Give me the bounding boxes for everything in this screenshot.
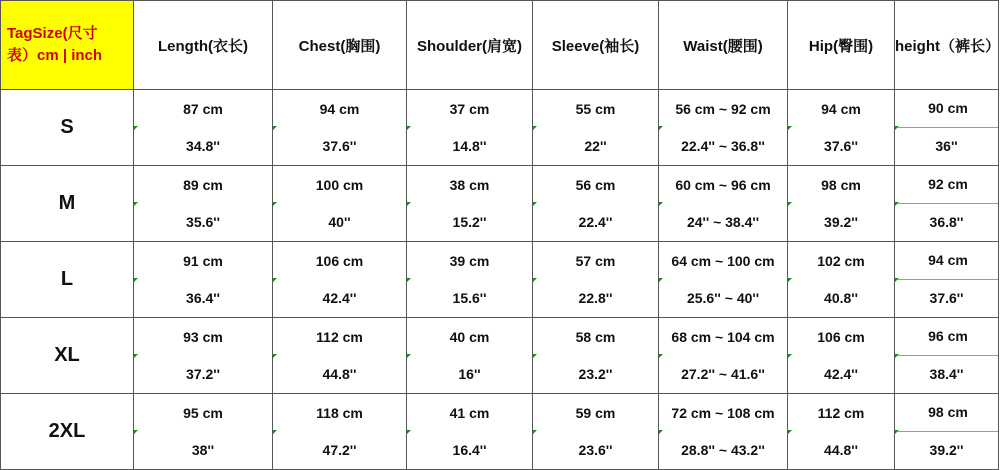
cell-chest xyxy=(273,242,407,318)
value-cm: 93 cm xyxy=(183,328,223,345)
value-cm: 96 cm xyxy=(898,318,998,356)
cell-shoulder xyxy=(407,242,533,318)
value-inch: 44.8'' xyxy=(322,365,357,382)
cell-corner-marker xyxy=(895,278,899,282)
table-row xyxy=(1,242,999,318)
value-inch: 22'' xyxy=(584,137,607,154)
cell-corner-marker xyxy=(659,354,663,358)
cell-sleeve xyxy=(533,242,659,318)
cell-corner-marker xyxy=(788,126,792,130)
cell-corner-marker xyxy=(895,202,899,206)
value-inch: 22.8'' xyxy=(578,289,613,306)
table-row xyxy=(1,318,999,394)
value-cm: 55 cm xyxy=(575,100,616,117)
value-cm: 98 cm xyxy=(821,176,861,193)
cell-waist xyxy=(659,242,788,318)
cell-corner-marker xyxy=(659,126,663,130)
cell-corner-marker xyxy=(134,354,138,358)
value-inch: 40'' xyxy=(328,213,351,230)
column-header-height: height（裤长） xyxy=(895,1,999,90)
value-inch: 14.8'' xyxy=(452,137,487,154)
value-cm: 58 cm xyxy=(575,328,616,345)
value-cm: 87 cm xyxy=(183,100,223,117)
value-inch: 47.2'' xyxy=(322,441,357,458)
cell-length xyxy=(134,242,273,318)
cell-corner-marker xyxy=(134,430,138,434)
value-inch: 38.4'' xyxy=(929,366,964,382)
value-cm: 94 cm xyxy=(319,100,360,117)
cell-length xyxy=(134,90,273,166)
cell-corner-marker xyxy=(273,202,277,206)
cell-corner-marker xyxy=(533,354,537,358)
value-cm: 56 cm ~ 92 cm xyxy=(675,100,771,117)
cell-corner-marker xyxy=(407,278,411,282)
cell-corner-marker xyxy=(788,354,792,358)
cell-shoulder xyxy=(407,166,533,242)
tag-size-line-1: TagSize(尺寸 xyxy=(7,25,98,42)
size-label: 2XL xyxy=(1,394,134,470)
value-cm: 100 cm xyxy=(315,176,364,193)
value-cm: 37 cm xyxy=(449,100,490,117)
cell-hip xyxy=(788,166,895,242)
cell-sleeve xyxy=(533,166,659,242)
value-inch: 36'' xyxy=(935,138,958,154)
value-cm: 92 cm xyxy=(898,166,998,204)
cell-sleeve xyxy=(533,394,659,470)
column-header-shoulder: Shoulder(肩宽) xyxy=(407,1,533,90)
value-cm: 98 cm xyxy=(898,394,998,432)
header-row xyxy=(1,1,999,90)
size-label: L xyxy=(1,242,134,318)
value-inch: 28.8'' ~ 43.2'' xyxy=(681,441,765,458)
value-cm: 102 cm xyxy=(817,252,865,269)
cell-hip xyxy=(788,318,895,394)
value-inch: 16.4'' xyxy=(452,441,487,458)
cell-corner-marker xyxy=(533,202,537,206)
table-row xyxy=(1,166,999,242)
value-cm: 39 cm xyxy=(449,252,490,269)
cell-hip xyxy=(788,394,895,470)
value-cm: 59 cm xyxy=(575,404,616,421)
value-cm: 72 cm ~ 108 cm xyxy=(671,404,775,421)
cell-corner-marker xyxy=(533,278,537,282)
value-inch: 15.6'' xyxy=(452,289,487,306)
value-inch: 34.8'' xyxy=(186,137,220,154)
cell-corner-marker xyxy=(407,126,411,130)
value-inch: 39.2'' xyxy=(929,442,964,458)
cell-shoulder xyxy=(407,394,533,470)
value-cm: 118 cm xyxy=(316,404,363,421)
value-inch: 24'' ~ 38.4'' xyxy=(686,213,760,230)
value-cm: 38 cm xyxy=(449,176,490,193)
cell-waist xyxy=(659,394,788,470)
value-inch: 35.6'' xyxy=(186,213,220,230)
value-inch: 36.8'' xyxy=(929,214,964,230)
cell-chest xyxy=(273,318,407,394)
cell-corner-marker xyxy=(134,278,138,282)
value-cm: 106 cm xyxy=(315,252,364,269)
cell-hip xyxy=(788,242,895,318)
cell-corner-marker xyxy=(659,278,663,282)
column-header-sleeve: Sleeve(袖长) xyxy=(533,1,659,90)
cell-length xyxy=(134,394,273,470)
value-inch: 44.8'' xyxy=(824,441,858,458)
cell-corner-marker xyxy=(134,126,138,130)
value-inch: 37.6'' xyxy=(929,290,964,306)
cell-corner-marker xyxy=(533,430,537,434)
cell-corner-marker xyxy=(273,126,277,130)
value-cm: 94 cm xyxy=(821,100,861,117)
value-inch: 23.6'' xyxy=(578,441,613,458)
cell-length xyxy=(134,318,273,394)
value-inch: 16'' xyxy=(458,365,481,382)
value-cm: 40 cm xyxy=(449,328,490,345)
cell-waist xyxy=(659,90,788,166)
value-cm: 41 cm xyxy=(449,404,490,421)
cell-length xyxy=(134,166,273,242)
value-inch: 37.6'' xyxy=(824,137,858,154)
value-cm: 68 cm ~ 104 cm xyxy=(671,328,775,345)
value-inch: 23.2'' xyxy=(578,365,613,382)
cell-corner-marker xyxy=(273,354,277,358)
cell-corner-marker xyxy=(533,126,537,130)
cell-chest xyxy=(273,166,407,242)
size-label: S xyxy=(1,90,134,166)
value-inch: 25.6'' ~ 40'' xyxy=(686,289,760,306)
cell-corner-marker xyxy=(407,354,411,358)
value-inch: 37.6'' xyxy=(322,137,357,154)
cell-corner-marker xyxy=(273,430,277,434)
cell-corner-marker xyxy=(659,202,663,206)
cell-height xyxy=(895,242,999,318)
cell-corner-marker xyxy=(895,126,899,130)
value-inch: 39.2'' xyxy=(824,213,858,230)
table-row xyxy=(1,90,999,166)
cell-corner-marker xyxy=(788,202,792,206)
column-header-chest: Chest(胸围) xyxy=(273,1,407,90)
value-inch: 37.2'' xyxy=(186,365,220,382)
cell-corner-marker xyxy=(659,430,663,434)
value-cm: 56 cm xyxy=(575,176,616,193)
cell-height xyxy=(895,394,999,470)
column-header-waist: Waist(腰围) xyxy=(659,1,788,90)
column-header-length: Length(衣长) xyxy=(134,1,273,90)
cell-corner-marker xyxy=(895,354,899,358)
cell-waist xyxy=(659,318,788,394)
value-cm: 95 cm xyxy=(183,404,223,421)
cell-corner-marker xyxy=(134,202,138,206)
tag-size-line-2: 表）cm | inch xyxy=(7,47,103,64)
value-inch: 22.4'' ~ 36.8'' xyxy=(681,137,765,154)
cell-height xyxy=(895,90,999,166)
value-inch: 40.8'' xyxy=(824,289,858,306)
value-cm: 91 cm xyxy=(183,252,223,269)
value-inch: 27.2'' ~ 41.6'' xyxy=(681,365,765,382)
size-label: XL xyxy=(1,318,134,394)
cell-sleeve xyxy=(533,90,659,166)
value-cm: 90 cm xyxy=(898,90,998,128)
value-inch: 42.4'' xyxy=(322,289,357,306)
value-inch: 38'' xyxy=(191,441,215,458)
value-cm: 94 cm xyxy=(898,242,998,280)
cell-height xyxy=(895,318,999,394)
value-inch: 42.4'' xyxy=(824,365,858,382)
cell-hip xyxy=(788,90,895,166)
cell-shoulder xyxy=(407,90,533,166)
value-cm: 89 cm xyxy=(183,176,223,193)
cell-corner-marker xyxy=(895,430,899,434)
value-cm: 112 cm xyxy=(316,328,363,345)
value-cm: 57 cm xyxy=(575,252,616,269)
cell-waist xyxy=(659,166,788,242)
cell-corner-marker xyxy=(788,278,792,282)
tag-size-header xyxy=(1,1,134,90)
cell-shoulder xyxy=(407,318,533,394)
column-header-hip: Hip(臀围) xyxy=(788,1,895,90)
cell-chest xyxy=(273,90,407,166)
size-label: M xyxy=(1,166,134,242)
value-cm: 106 cm xyxy=(817,328,865,345)
table-row xyxy=(1,394,999,470)
cell-corner-marker xyxy=(407,430,411,434)
value-inch: 15.2'' xyxy=(452,213,487,230)
cell-corner-marker xyxy=(788,430,792,434)
value-inch: 36.4'' xyxy=(186,289,220,306)
cell-corner-marker xyxy=(407,202,411,206)
cell-sleeve xyxy=(533,318,659,394)
value-cm: 64 cm ~ 100 cm xyxy=(671,252,775,269)
cell-height xyxy=(895,166,999,242)
value-inch: 22.4'' xyxy=(578,213,613,230)
cell-corner-marker xyxy=(273,278,277,282)
cell-chest xyxy=(273,394,407,470)
value-cm: 60 cm ~ 96 cm xyxy=(675,176,771,193)
value-cm: 112 cm xyxy=(817,404,865,421)
